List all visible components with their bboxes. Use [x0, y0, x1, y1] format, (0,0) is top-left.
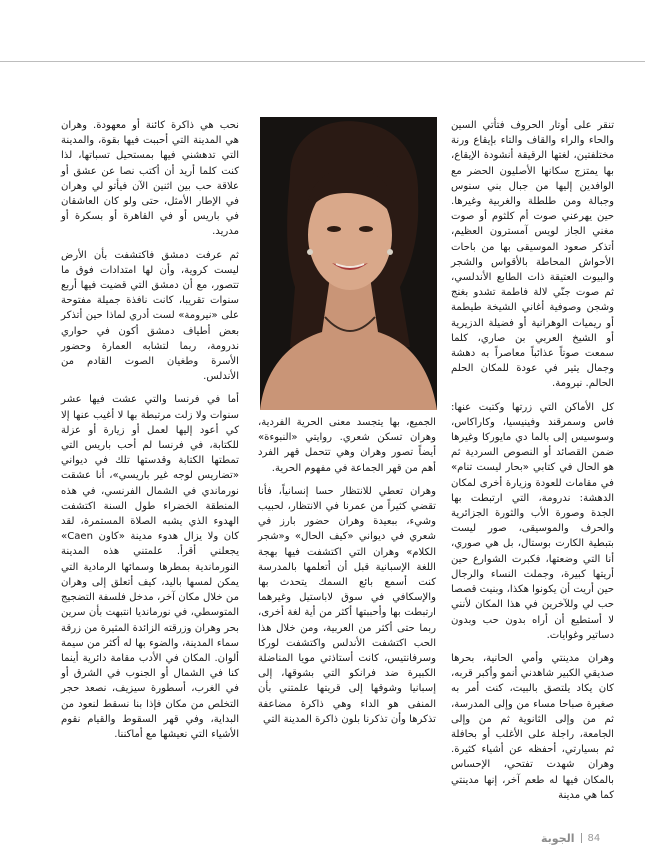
paragraph: كل الأماكن التي زرتها وكتبت عنها: فاس وسمرقند وفينيسيا، وكاراكاس، وسوسيس إلى بالما دي مايوركا وغيرها ضمن القصائد أو النصوص السردية ثم هو الحال في كتابي «بحار ليست تنام» في مقامات للعودة وزيارة أخرى لمكان الدهشة: ندرومة، التي ارتبطت بها الجدة وصورة الأب والثورة الجزائرية والحرف والموسيقى، صور ليست بتبطية الكارت بوستال، بل هي صوري، أنا التي وضعتها، فكبرت الشوارع حين أريتها كبيرة، وجملت النساء والرجال حين أريت أن يكونوا هكذا، وبنيت قصصا حب لي وللآخرين في هذا المكان لأنني لا أستطيع أن أراه بدون حب وبدون دساتير وغوايات. — [451, 401, 614, 641]
footer-divider — [581, 833, 582, 843]
article-column-left — [61, 118, 239, 750]
paragraph: نحب هي ذاكرة كائنة أو معهودة. وهران هي المدينة التي أحببت فيها بقوة، والمدينة التي تدهشني فيها بمستحيل تسباتها، لذا كنت كلما أريد أن أكتب نصا عن عشق أو علاقة حب بين اثنين الآن فيأتو لي وهران في الإطار الأمثل، حتى ولو كان العاشقان في باريس أو في القاهرة أو بسكرة أو مدريد. — [61, 120, 239, 238]
paragraph: الجميع، بها يتجسد معنى الحرية الفردية، وهران تسكن شعري. روايتي «النبوءة» أيضاً تصور وهران وهي تتحمل قهر الفرد أهم من قهر الجماعة في مفهوم الحرية. — [258, 417, 436, 474]
article-column-right — [451, 118, 614, 811]
paragraph: تنقر على أوتار الحروف فتأتي السين والحاء والراء والقاف والتاء بإيقاع ورنة مختلفتين، لغتها الرقيقة أنشودة الإيقاع، بها يمتزج سكانها الأصليون الحضر مع الوافدين إليها من جبال بني سنوس وجبالة ومن طلطلة والغربية وغيرها. حين يهرعني صوت أم كلثوم أو صوت مغني الجاز لويس آمسترون العظيم، أتذكر صعود الموسيقى بها من باحات الأحواش المحاطة بالأقواس والشجر والبيوت العتيقة ذات الطابع الأندلسي، ثم صوت جنّي لالة فاطمة تشدو بغنج وشجن وصوفية أغاني الشيخة طيطمة أو ريميات الوهرانية أو فضيلة الدزيرية أو الشيخ العربي بن صاري، كلما سمعت صوتاً عذائباً معاصراً به دهشة وجمال يثير في عودة للمكان الحلم الحالم. نيرومة. — [451, 120, 614, 390]
author-photo — [260, 117, 437, 410]
paragraph: أما في فرنسا والتي عشت فيها عشر سنوات ولا زلت مرتبطة بها لا أغيب عنها إلا كي أعود إليها لعمل أو زيارة أو عزلة للكتابة، في فرنسا لم أحب باريس التي تمطتها الكتابة وقدستها تلك في ديواني «تضاريس لوجه غير باريسي»، أنا عشقت نورماندي في الشمال الفرنسي، في هذه المنطقة الخضراء طول السنة اكتشفت الهدوء الذي يشبه الصلاة المستمرة، لقد كان ولا يزال هدوء مدينة «كاون Caen» يجعلني أقرأ. علمتني هذه المدينة النورماندية بمطرها وسمائها الرمادية التي يمكن لمسها باليد، كيف أتعلق إلى وهران من خلال مكان آخر، مدخل فلسفة التضجيج المتوسطي، في نورمانديا انتبهت بأن سرين بحر وهران وزرقته الزائدة المثيرة من زرقة سماء المدينة، والضوء بها له أكثر من سيمة ألوان. المكان في الأدب مقامة دائرية أينما كنا في الشمال أو الجنوب في الشرق أو في الغرب، أسطورة سيزيف، نصعد حجر التخلص من مكان فإذا بنا نسقط لنعود من البداية، وفي قهر السقوط والقيام نقوم الأشياء التي نعيشها مع أماكننا. — [61, 394, 239, 740]
magazine-name: الجوبة — [541, 831, 575, 845]
header-rule — [0, 61, 645, 62]
article-column-middle — [258, 415, 436, 735]
portrait-image — [260, 117, 437, 410]
paragraph: وهران مدينتي وأمي الحانية، بحرها صديقي الكبير شاهدني أنمو وأكبر قربه، كان يكاد يلتصق بالبيت، كنت أمر به صغيرة صباحا مساء من وإلى المدرسة، ثم من وإلى الثانوية ثم من وإلى الجامعة، راجلة على الأغلب أو بحافلة ثم بسيارتي، أحفظه عن أشياء كثيرة. وهران شهدت تفتحي، الإحساس بالمكان فيها له طعم آخر، إنها مدينتي كما هي مدينة — [451, 652, 614, 801]
paragraph: وهران تعطي للانتظار حسا إنسانياً، فأنا تقضي كثيراً من عمرنا في الانتظار، لحبيب وشيء، ببعيدة وهران حضور بارز في شعري في ديواني «كيف الحال» و«شجر الكلام» وهران التي اكتشفت فيها بهجة اللغة الإسبانية قبل أن أتعلمها بالمدرسة كنت أسمع بائع السمك يتحدث بها والإسكافي في سوق لاباستيل وغيرهما ارتبطت بها وأحببتها أكثر من أية لغة أخرى، ربما حتى أكثر من العربية، ومن خلال هذا الحب اكتشفت الأندلس واكتشفت لوركا وسرفانتيس، كانت أستاذتي مويا المناضلة الكبيرة ضد فرانكو التي بشوقها، إلى إسبانيا وشوقها إلى قريتها علمتني بأن المنفى هو الداء وهي ذاكرة مضاعفة تذكرها وأن تذكرنا بلون ذاكرة المدينة التي — [258, 485, 436, 725]
page-footer — [541, 831, 600, 845]
paragraph: ثم عرفت دمشق فاكتشفت بأن الأرض ليست كروية، وأن لها امتدادات فوق ما تتصور، مع أن دمشق التي قضيت فيها أربع سنوات تقريبا، كانت نافذة جميلة مفتوحة على «نيرومة» لست أدري لماذا حين أتذكر بعض أطياف دمشق أكون في حواري ندرومة، ربما لتشابه العمارة وحضور الأسرة وطغيان الصوت القادم من الأندلس. — [61, 249, 239, 383]
page-number: 84 — [587, 832, 601, 844]
